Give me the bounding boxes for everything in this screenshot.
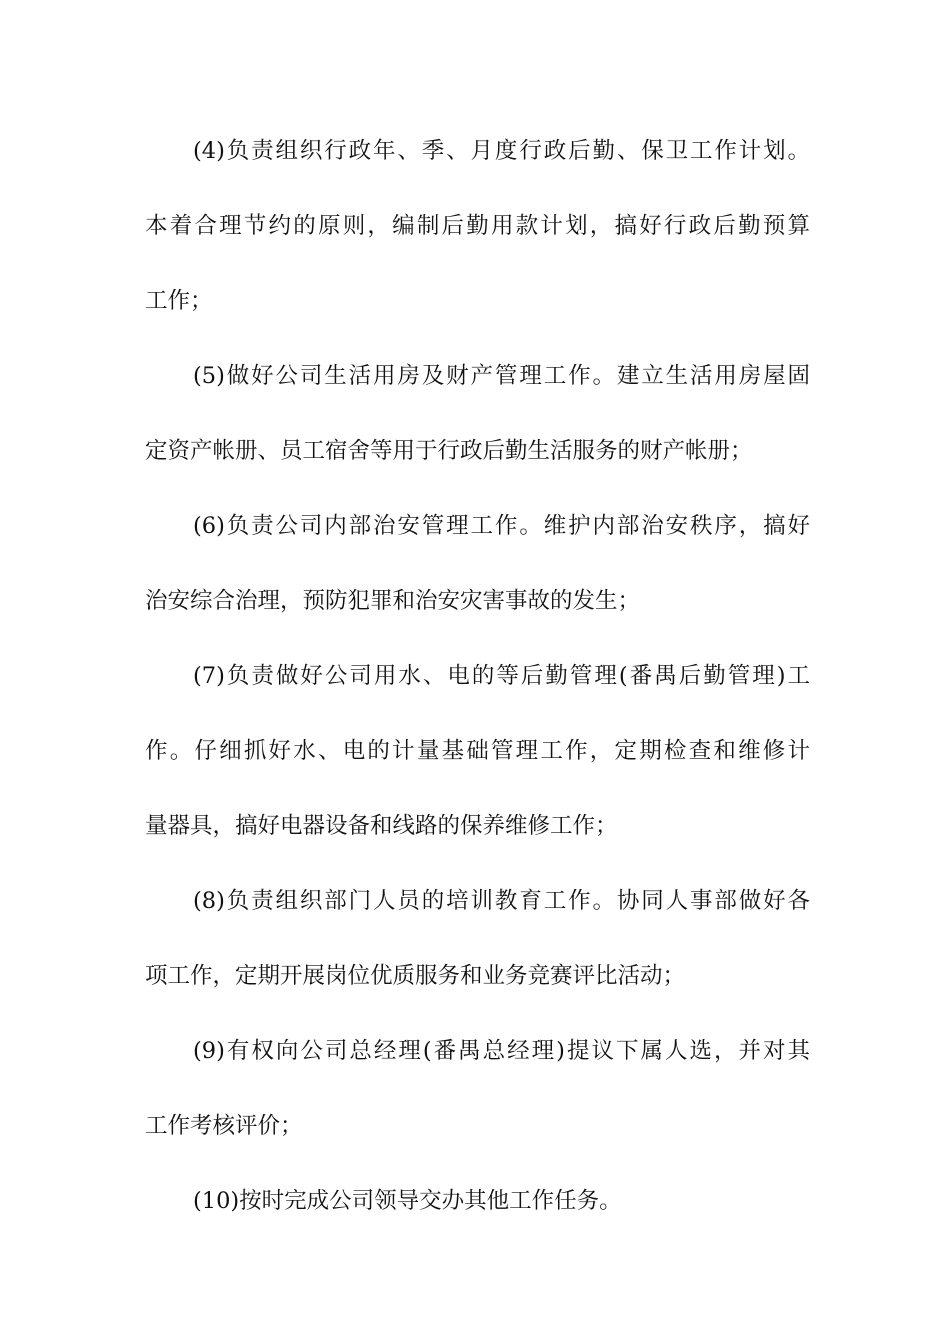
paragraph-8-line-2: 项工作，定期开展岗位优质服务和业务竞赛评比活动； — [145, 963, 686, 989]
paragraph-9-line-2: 工作考核评价； — [145, 1113, 303, 1139]
paragraph-5-line-1: (5)做好公司生活用房及财产管理工作。建立生活用房屋固 — [193, 363, 810, 389]
paragraph-4-line-3: 工作； — [145, 288, 213, 314]
paragraph-5-line-2: 定资产帐册、员工宿舍等用于行政后勤生活服务的财产帐册； — [145, 438, 753, 464]
paragraph-7-line-2: 作。仔细抓好水、电的计量基础管理工作，定期检查和维修计 — [145, 738, 810, 764]
paragraph-7-line-1: (7)负责做好公司用水、电的等后勤管理(番禺后勤管理)工 — [193, 663, 810, 689]
paragraph-4-line-2: 本着合理节约的原则，编制后勤用款计划，搞好行政后勤预算 — [145, 213, 810, 239]
paragraph-6-line-1: (6)负责公司内部治安管理工作。维护内部治安秩序，搞好 — [193, 513, 810, 539]
paragraph-9-line-1: (9)有权向公司总经理(番禺总经理)提议下属人选，并对其 — [193, 1038, 810, 1064]
paragraph-4-line-1: (4)负责组织行政年、季、月度行政后勤、保卫工作计划。 — [193, 138, 810, 164]
paragraph-10-line-1: (10)按时完成公司领导交办其他工作任务。 — [193, 1188, 622, 1214]
paragraph-6-line-2: 治安综合治理，预防犯罪和治安灾害事故的发生； — [145, 588, 641, 614]
paragraph-7-line-3: 量器具，搞好电器设备和线路的保养维修工作； — [145, 813, 618, 839]
paragraph-8-line-1: (8)负责组织部门人员的培训教育工作。协同人事部做好各 — [193, 888, 810, 914]
